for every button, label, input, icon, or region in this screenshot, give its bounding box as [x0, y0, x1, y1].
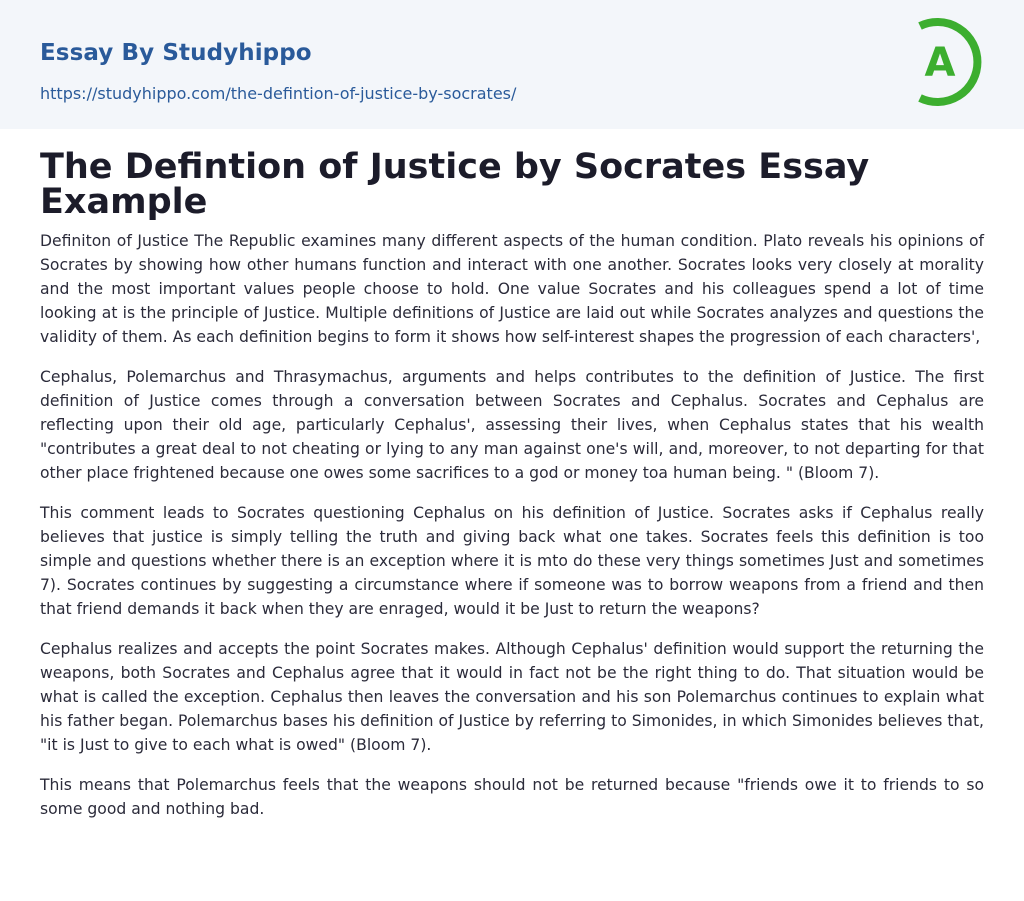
essay-paragraph: Cephalus realizes and accepts the point Socrates makes. Although Cephalus' definition would support the returning the weapons, both Socrates and Cephalus agree that it would in fact not be the right thing to do. That situation would be what is called the exception. Cephalus then leaves the conversation and his son Polemarchus continues to explain what his father began. Polemarchus bases his definition of Justice by referring to Simonides, in which Simonides believes that, "it is Just to give to each what is owed" (Bloom 7). [40, 640, 985, 754]
essay-paragraph: Definiton of Justice The Republic examines many different aspects of the human condition. Plato reveals his opinions of Socrates by showing how other humans function and interact with one another. Socrates looks very closely at morality and the most important values people choose to hold. One value Socrates and his colleagues spend a lot of time looking at is the principle of Justice. Multiple definitions of Justice are laid out while Socrates analyzes and questions the validity of them. As each definition begins to form it shows how self-interest shapes the progression of each characters', [40, 232, 984, 346]
page-url-link[interactable]: https://studyhippo.com/the-defintion-of-justice-by-socrates/ [40, 84, 517, 103]
studyhippo-logo-icon[interactable] [909, 18, 989, 108]
essay-paragraph: This comment leads to Socrates questioning Cephalus on his definition of Justice. Socrates asks if Cephalus really believes that justice is simply telling the truth and giving back what one takes. Socrates feels this definition is too simple and questions whether there is an exception where it is mto do these very things sometimes Just and sometimes 7). Socrates continues by suggesting a circumstance where if someone was to borrow weapons from a friend and then that friend demands it back when they are enraged, would it be Just to return the weapons? [40, 504, 984, 618]
essay-title: The Defintion of Justice by Socrates Essay Example [40, 147, 870, 222]
essay-paragraph: This means that Polemarchus feels that the weapons should not be returned because "friends owe it to friends to so some good and nothing bad. [40, 776, 984, 818]
essay-paragraph: Cephalus, Polemarchus and Thrasymachus, arguments and helps contributes to the definition of Justice. The first definition of Justice comes through a conversation between Socrates and Cephalus. Socrates and Cephalus are reflecting upon their old age, particularly Cephalus', assessing their lives, when Cephalus states that his wealth "contributes a great deal to not cheating or lying to any man against one's will, and, moreover, to not departing for that other place frightened because one owes some sacrifices to a god or money toa human being. " (Bloom 7). [40, 368, 984, 482]
site-header [0, 0, 1024, 129]
essay-body [40, 229, 984, 837]
logo-letter: A [924, 40, 956, 86]
site-brand[interactable]: Essay By Studyhippo [40, 40, 312, 66]
